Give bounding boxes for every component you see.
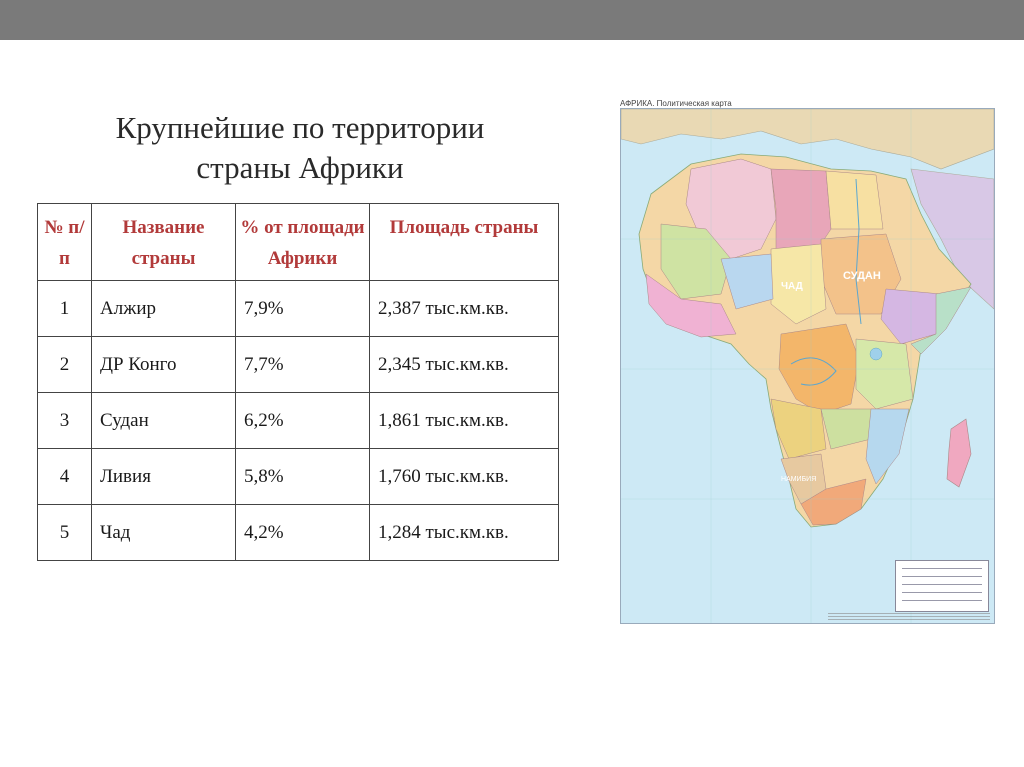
row-number: 3 [38, 393, 92, 449]
row-area: 1,284 тыс.км.кв. [370, 505, 559, 561]
row-percent: 7,9% [236, 281, 370, 337]
row-country: Ливия [92, 449, 236, 505]
africa-map-svg [621, 109, 994, 623]
table-row [38, 337, 559, 393]
row-country: Чад [92, 505, 236, 561]
map-caption: АФРИКА. Политическая карта [620, 99, 732, 108]
table-header-row [38, 204, 559, 281]
table-row [38, 281, 559, 337]
table-row [38, 393, 559, 449]
row-number: 5 [38, 505, 92, 561]
table-row [38, 505, 559, 561]
row-number: 1 [38, 281, 92, 337]
europe-landmass [621, 109, 994, 169]
row-number: 2 [38, 337, 92, 393]
header-percent: % от площади Африки [236, 204, 370, 281]
mozambique-region [866, 409, 909, 484]
row-country: Алжир [92, 281, 236, 337]
map-footnote [828, 613, 990, 621]
row-percent: 7,7% [236, 337, 370, 393]
title-line-1: Крупнейшие по территории [115, 110, 485, 145]
map-legend [895, 560, 989, 612]
row-country: ДР Конго [92, 337, 236, 393]
row-area: 2,345 тыс.км.кв. [370, 337, 559, 393]
title-line-2: страны Африки [196, 150, 404, 185]
top-bar [0, 0, 1024, 40]
madagascar [947, 419, 971, 487]
row-area: 1,760 тыс.км.кв. [370, 449, 559, 505]
row-area: 1,861 тыс.км.кв. [370, 393, 559, 449]
slide-title [60, 108, 540, 188]
row-percent: 5,8% [236, 449, 370, 505]
countries-table [37, 203, 559, 561]
lake-victoria [870, 348, 882, 360]
row-country: Судан [92, 393, 236, 449]
map-label-chad: ЧАД [781, 281, 803, 292]
egypt-region [826, 171, 883, 229]
row-area: 2,387 тыс.км.кв. [370, 281, 559, 337]
row-percent: 6,2% [236, 393, 370, 449]
header-country: Название страны [92, 204, 236, 281]
row-number: 4 [38, 449, 92, 505]
header-number: № п/ п [38, 204, 92, 281]
map-label-sudan: СУДАН [843, 270, 881, 282]
header-area: Площадь страны [370, 204, 559, 281]
africa-political-map [620, 108, 995, 624]
map-label-namibia: НАМИБИЯ [781, 476, 817, 483]
row-percent: 4,2% [236, 505, 370, 561]
table-row [38, 449, 559, 505]
